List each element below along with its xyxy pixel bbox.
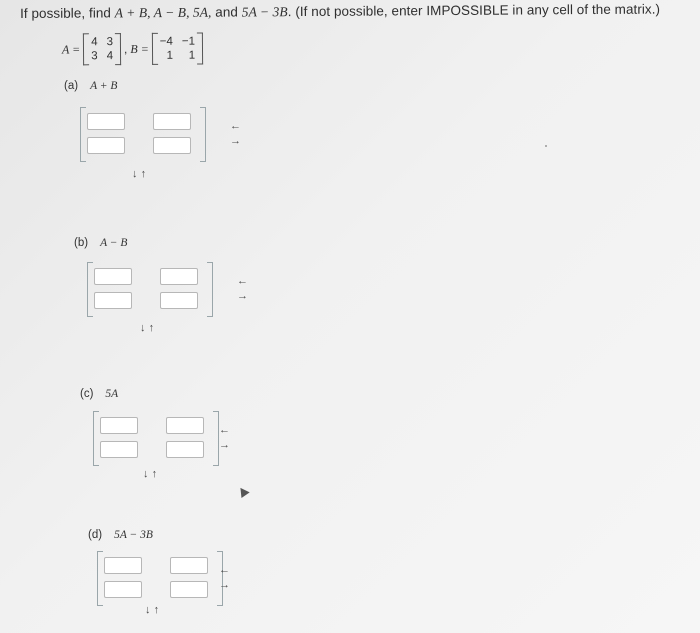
part-expression: 5A <box>105 388 119 400</box>
matrix-a-cell: 4 <box>106 50 114 63</box>
remove-column-button[interactable]: ← <box>219 564 230 576</box>
matrix-cell-input[interactable] <box>160 268 198 285</box>
remove-row-button[interactable]: ↓ <box>140 322 146 334</box>
part-d-label <box>88 529 153 541</box>
column-controls <box>219 565 230 591</box>
left-bracket <box>93 411 99 466</box>
column-controls <box>230 121 241 147</box>
row-controls <box>143 468 157 480</box>
remove-row-button[interactable]: ↓ <box>132 168 138 180</box>
part-expression: A + B <box>90 80 118 92</box>
matrix-a-label: A = <box>61 41 81 56</box>
right-bracket <box>200 107 206 162</box>
matrix-a <box>83 32 121 66</box>
prompt-intro: If possible, find <box>20 5 115 21</box>
answer-matrix-b <box>87 262 248 317</box>
left-bracket <box>97 551 103 606</box>
matrix-cell-input[interactable] <box>160 292 198 309</box>
remove-column-button[interactable]: ← <box>219 424 230 436</box>
part-letter: (d) <box>88 529 103 541</box>
matrix-cell-input[interactable] <box>104 557 142 574</box>
matrix-cell-input[interactable] <box>170 581 208 598</box>
matrix-b-cell: −1 <box>181 35 196 48</box>
screen-speck <box>545 145 547 147</box>
add-column-button[interactable]: → <box>237 290 248 302</box>
part-letter: (a) <box>64 80 79 92</box>
matrix-cell-input[interactable] <box>94 292 132 309</box>
left-bracket <box>87 262 93 317</box>
matrix-cell-input[interactable] <box>153 113 191 130</box>
column-controls <box>237 276 248 302</box>
matrix-separator: , <box>123 42 128 57</box>
add-column-button[interactable]: → <box>219 579 230 591</box>
part-letter: (b) <box>74 237 89 249</box>
matrix-cell-input[interactable] <box>166 417 204 434</box>
prompt-ops: A + B, A − B, 5A, <box>114 4 212 21</box>
matrix-b-cell: 1 <box>188 49 196 62</box>
row-controls <box>140 322 154 334</box>
matrix-cell-input[interactable] <box>104 581 142 598</box>
matrix-b-label: B = <box>130 41 149 56</box>
prompt-and: and <box>211 4 242 20</box>
arrow-cursor-icon <box>236 485 249 498</box>
matrix-cell-input[interactable] <box>166 441 204 458</box>
matrix-a-cell: 4 <box>91 36 98 49</box>
answer-matrix-a <box>80 107 241 162</box>
part-expression: A − B <box>100 237 128 249</box>
given-matrices <box>62 32 203 67</box>
matrix-cell-input[interactable] <box>170 557 208 574</box>
answer-matrix-d <box>97 551 247 606</box>
matrix-cell-input[interactable] <box>87 113 125 130</box>
matrix-cell-input[interactable] <box>87 137 125 154</box>
answer-matrix-c <box>93 411 243 466</box>
prompt-last-op: 5A − 3B <box>241 4 288 20</box>
add-row-button[interactable]: ↑ <box>140 168 147 180</box>
add-column-button[interactable]: → <box>230 135 241 147</box>
column-controls <box>219 425 230 451</box>
prompt-instructions: . (If not possible, enter IMPOSSIBLE in any cell of the matrix.) <box>287 1 661 20</box>
row-controls <box>145 604 159 616</box>
matrix-cell-input[interactable] <box>153 137 191 154</box>
add-column-button[interactable]: → <box>219 439 230 451</box>
remove-row-button[interactable]: ↓ <box>145 604 151 616</box>
matrix-b-cell: 1 <box>166 49 174 62</box>
part-letter: (c) <box>80 388 94 400</box>
remove-row-button[interactable]: ↓ <box>143 468 149 480</box>
matrix-cell-input[interactable] <box>94 268 132 285</box>
remove-column-button[interactable]: ← <box>237 275 248 287</box>
add-row-button[interactable]: ↑ <box>148 322 155 334</box>
part-b-label <box>74 237 127 249</box>
matrix-cell-input[interactable] <box>100 417 138 434</box>
part-a-label <box>64 80 117 92</box>
right-bracket <box>207 262 213 317</box>
part-expression: 5A − 3B <box>114 529 153 541</box>
question-prompt <box>20 2 660 22</box>
row-controls <box>132 168 146 180</box>
matrix-cell-input[interactable] <box>100 441 138 458</box>
matrix-a-cell: 3 <box>106 36 114 49</box>
left-bracket <box>80 107 86 162</box>
matrix-b <box>152 32 203 66</box>
add-row-button[interactable]: ↑ <box>151 468 158 480</box>
matrix-a-cell: 3 <box>91 50 98 63</box>
part-c-label <box>80 388 118 400</box>
add-row-button[interactable]: ↑ <box>153 604 160 616</box>
remove-column-button[interactable]: ← <box>230 120 241 132</box>
matrix-b-cell: −4 <box>159 35 173 48</box>
